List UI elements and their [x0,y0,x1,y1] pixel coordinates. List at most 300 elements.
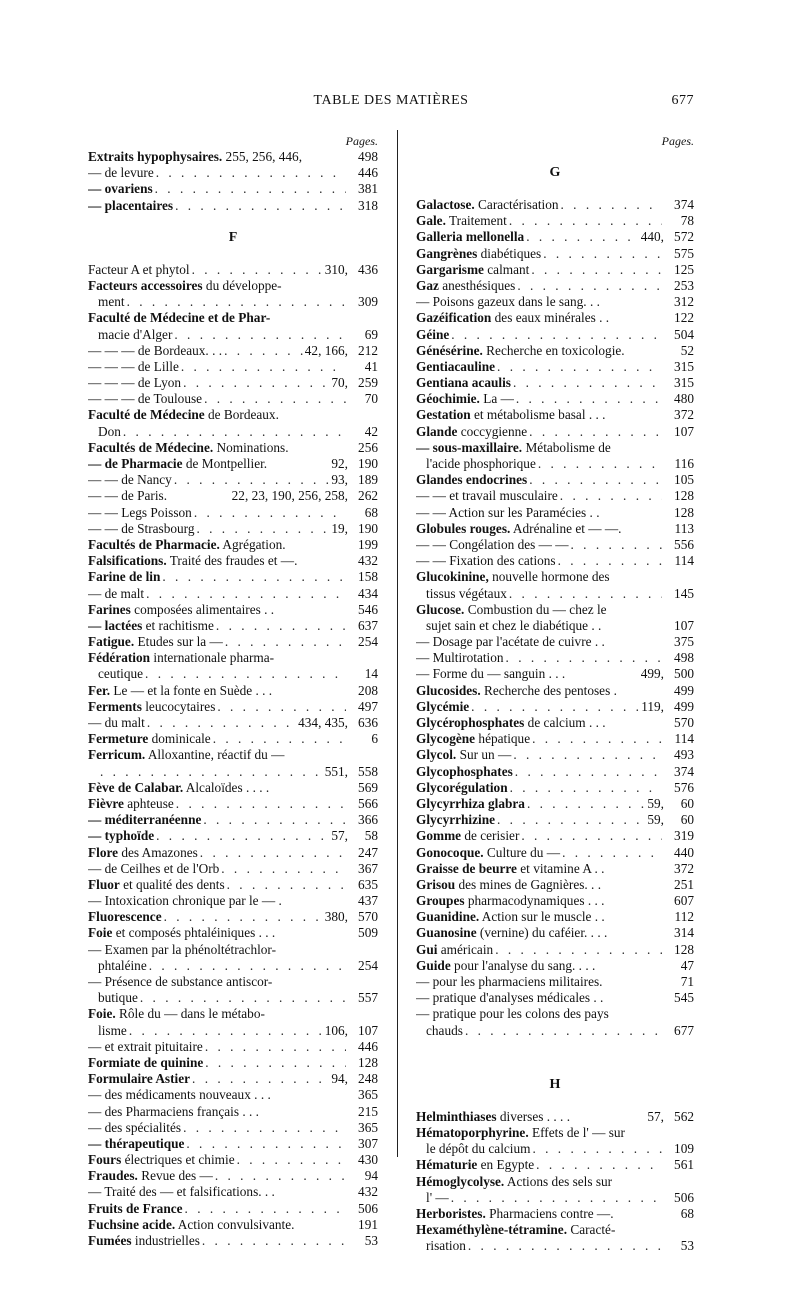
dot-leader [527,796,645,812]
entry-text [416,294,600,310]
entry-heading: Flore [88,844,119,860]
entry-heading: Hémoglycolyse. [416,1173,505,1189]
entry-heading: Glycyrrhiza glabra [416,795,525,811]
page-ref: 14 [364,666,378,682]
entry-text [416,197,559,213]
index-entry [416,1190,694,1206]
dot-leader [497,812,645,828]
page-ref: 307 [358,1135,378,1151]
entry-text [426,1190,449,1206]
entry-subtext: — Présence de substance antiscor- [88,974,273,989]
entry-subtext: sujet sain et chez le diabétique . . [426,617,602,633]
index-entry [88,407,378,423]
entry-heading: Gale. [416,213,446,229]
entry-heading: Facultés de Médecine. [88,439,214,455]
entry-text [416,488,558,504]
spacer [416,1061,694,1075]
page-ref: 190 [358,456,378,471]
entry-subtext: (vernine) du caféier. . . . [476,925,608,941]
entry-subtext: Caractérisation [474,197,559,212]
entry-subtext: phtaléine [98,957,147,973]
entry-text [88,942,276,958]
entry-text [416,715,606,731]
page-number: 677 [671,93,694,108]
entry-text [98,958,147,974]
entry-heading: Faculté de Médecine [88,407,205,423]
entry-text [416,1157,534,1173]
dot-leader [147,715,296,731]
dot-leader [216,618,346,634]
index-entry [416,990,694,1006]
page-refs: 59, [647,795,664,811]
entry-subtext: — — Fixation des cations [416,553,556,569]
entry-heading: Fève de Calabar. [88,779,184,795]
index-entry [88,424,378,440]
dot-leader [465,1023,662,1039]
index-entry [416,294,694,310]
dot-leader [516,391,662,407]
index-entry [416,958,694,974]
page-ref: 60 [680,812,694,828]
entry-subtext: en Egypte [477,1157,535,1173]
index-entry [416,586,694,602]
entry-subtext: Métabolisme de [522,439,611,455]
index-entry [88,1087,378,1103]
entry-subtext: leucocytaires [141,698,216,714]
index-entry [88,488,378,504]
entry-heading: Glycophosphates [416,763,513,779]
entry-text [416,343,625,359]
entry-heading: Glucose. [416,601,465,617]
page-ref: 113 [674,520,694,536]
page-ref: 315 [674,375,694,391]
page-ref: 112 [674,909,694,925]
entry-subtext: le dépôt du calcium [426,1141,531,1157]
page-ref: 191 [358,1216,378,1232]
page-refs: 440, [640,229,664,245]
entry-subtext: diabétiques [477,245,542,261]
dot-leader [192,262,323,278]
entry-heading: Fraudes. [88,1168,138,1184]
entry-text [416,699,469,715]
index-entry [88,375,378,391]
section-letter: H [549,1076,561,1092]
entry-heading: Glycorégulation [416,779,508,795]
entry-text [88,1184,275,1200]
entry-subtext: du développe- [202,277,282,293]
dot-leader [513,375,662,391]
page-refs: 499, [640,666,664,682]
entry-text [98,1023,127,1039]
page-ref: 562 [674,1108,694,1124]
page-ref: 607 [674,893,694,909]
entry-text [426,456,536,472]
entry-text [88,1071,190,1087]
entry-subtext: pharmacodynamiques . . . [464,893,605,909]
entry-heading: Groupes [416,893,465,909]
entry-text [88,747,284,763]
entry-subtext: Actions des sels sur [504,1173,613,1189]
dot-leader [225,634,346,650]
index-entry [88,715,378,731]
page-ref: 374 [674,763,694,779]
page-ref: 6 [371,731,378,747]
page-refs: 57, [647,1108,664,1124]
entry-heading: Helminthiases [416,1108,497,1124]
entry-text [416,229,524,245]
entry-subtext: ment [98,294,125,310]
entry-text [88,650,274,666]
page-ref: 247 [358,844,378,860]
index-entry [88,327,378,343]
entry-heading: Ferments [88,698,142,714]
dot-leader [533,1141,663,1157]
index-entry [88,1152,378,1168]
entry-heading: Graisse de beurre [416,860,517,876]
page-refs: 94, [331,1071,348,1087]
entry-heading: — méditerranéenne [88,812,202,828]
entry-text [416,521,621,537]
dot-leader [145,666,346,682]
page-ref: 53 [364,1233,378,1248]
entry-subtext: de Montpellier. [182,456,268,471]
index-entry [416,1006,694,1022]
right-column [416,133,694,1254]
page-refs: 19, [331,520,348,536]
entry-heading: Fluor [88,876,120,892]
entry-heading: Fièvre [88,795,124,811]
entry-text [416,990,603,1006]
entry-text [88,683,272,699]
entry-text [88,618,214,634]
page-ref: 432 [358,1184,378,1200]
entry-heading: Hexaméthylène-tétramine. [416,1222,568,1238]
page-ref: 545 [674,990,694,1006]
page-ref: 107 [674,423,694,439]
entry-text [416,375,511,391]
page-ref: 576 [674,779,694,795]
entry-text [88,343,222,359]
entry-heading: Glucosides. [416,682,481,698]
entry-subtext: Alcaloïdes . . . . [183,779,270,795]
entry-heading: Hématurie [416,1157,478,1173]
page-ref: 437 [358,893,378,909]
index-entry [88,1023,378,1039]
dot-leader [558,553,662,569]
index-entry [416,343,694,359]
index-entry [416,278,694,294]
index-entry [88,1201,378,1217]
dot-leader [521,828,662,844]
entry-text [98,990,138,1006]
entry-text [88,488,167,504]
index-entry [416,893,694,909]
index-entry [416,845,694,861]
entry-heading: Géochimie. [416,391,480,407]
entry-text [416,213,507,229]
index-entry [88,505,378,521]
entry-subtext: Etudes sur la — [134,634,223,650]
entry-subtext: risation [426,1238,466,1254]
entry-subtext: — Poisons gazeux dans le sang. . . [416,294,600,310]
entry-heading: Gestation [416,407,471,423]
index-entry [416,828,694,844]
entry-text [88,521,195,537]
entry-text [88,278,282,294]
index-entry [416,391,694,407]
index-entry [416,327,694,343]
entry-heading: Glycyrrhizine [416,812,496,828]
entry-heading: Gentiana acaulis [416,375,511,391]
dot-leader [561,197,662,213]
entry-text [416,666,565,682]
dot-leader [183,1120,346,1136]
entry-text [88,1120,181,1136]
entry-heading: — typhoïde [88,828,155,844]
entry-text [426,1238,466,1254]
page-ref: 677 [674,1022,694,1038]
dot-leader [176,796,346,812]
entry-text [88,1087,271,1103]
index-entry [88,1233,378,1249]
entry-subtext: — pratique pour les colons des pays [416,1006,609,1022]
entry-heading: Fours [88,1152,122,1168]
entry-subtext: — et extrait pituitaire [88,1038,203,1054]
page-ref: 436 [358,261,378,277]
entry-text [416,942,493,958]
page-ref: 506 [674,1189,694,1205]
index-entry [416,925,694,941]
entry-subtext: Sur un — [456,747,512,763]
index-entry [416,505,694,521]
entry-subtext: Action sur le muscle . . [479,909,605,925]
entry-subtext: Don [98,423,121,439]
page-ref: 145 [674,585,694,601]
dot-leader [509,213,662,229]
entry-heading: Gangrènes [416,245,478,261]
entry-subtext: Traité des fraudes et —. [166,553,298,569]
page-refs: 42, 166, [304,342,348,358]
index-entry [416,796,694,812]
page-ref: 499 [674,682,694,698]
page-ref: 199 [358,536,378,552]
entry-subtext: Action convulsivante. [175,1216,295,1232]
entry-heading: Fermeture [88,731,149,747]
dot-leader [571,537,662,553]
page-ref: 367 [358,860,378,876]
index-entry [88,569,378,585]
index-entry [88,1120,378,1136]
page-ref: 128 [358,1054,378,1070]
page-ref: 109 [674,1141,694,1157]
entry-subtext: — — Legs Poisson [88,504,192,520]
entry-text [88,845,198,861]
entry-subtext: Caracté- [567,1222,616,1238]
dot-leader [227,877,346,893]
dot-leader [194,505,346,521]
page-ref: 558 [358,763,378,779]
index-entry [88,310,378,326]
entry-subtext: électriques et chimie [121,1152,235,1168]
page-ref: 262 [358,488,378,504]
entry-text [416,262,529,278]
entry-text [88,828,154,844]
index-entry [88,958,378,974]
entry-heading: Farine de lin [88,569,161,585]
index-entry [416,521,694,537]
index-entry [88,586,378,602]
entry-text [88,1201,183,1217]
page-ref: 319 [674,828,694,844]
index-entry [88,391,378,407]
entry-heading: — sous-maxillaire. [416,439,523,455]
entry-subtext: Revue des — [137,1168,213,1184]
entry-text [88,505,192,521]
entry-text [98,424,121,440]
entry-text [416,1222,615,1238]
dot-leader [497,359,662,375]
entry-heading: Galactose. [416,197,475,212]
page-ref: 318 [358,197,378,213]
page-ref: 561 [674,1157,694,1173]
index-entry [88,747,378,763]
index-entry [416,618,694,634]
spacer [88,248,378,262]
page-ref: 42 [364,423,378,439]
entry-subtext: des eaux minérales . . [491,310,610,326]
dot-leader [510,780,662,796]
dot-leader [536,1157,662,1173]
entry-subtext: — du malt [88,715,145,730]
entry-subtext: Rôle du — dans le métabo- [115,1006,265,1022]
dot-leader [506,650,662,666]
page-ref: 430 [358,1152,378,1168]
page-ref: 215 [358,1103,378,1119]
entry-subtext: Alloxantine, réactif du — [145,747,285,763]
entry-text [88,181,153,197]
dot-leader [181,359,346,375]
entry-text [416,925,607,941]
entry-heading: Globules rouges. [416,520,511,536]
index-entry [88,666,378,682]
entry-subtext: chauds [426,1022,463,1038]
entry-subtext: — Multirotation [416,650,504,666]
dot-leader [156,165,346,181]
page-ref: 572 [674,229,694,245]
index-entry [88,650,378,666]
entry-heading: Ferricum. [88,747,146,763]
page-ref: 53 [680,1238,694,1254]
entry-text [88,861,219,877]
entry-subtext: La — [479,391,514,407]
dot-leader [495,942,662,958]
entry-subtext: — Examen par la phénoltétrachlor- [88,941,277,957]
dot-leader [224,343,303,359]
entry-subtext: — de levure [88,165,154,181]
entry-text [88,1055,203,1071]
page-ref: 506 [358,1200,378,1216]
dot-leader [155,181,346,197]
index-entry [416,310,694,326]
dot-leader [529,424,662,440]
entry-subtext: Le — et la fonte en Suède . . . [110,682,273,698]
entry-text [416,796,525,812]
page-ref: 434 [358,585,378,601]
entry-text [416,327,449,343]
entry-subtext: — — de Strasbourg [88,520,195,536]
entry-text [88,796,174,812]
entry-subtext: — — — de Bordeaux. . . [88,342,223,358]
dot-leader [174,472,330,488]
page-ref: 41 [364,358,378,374]
entry-subtext: — — et travail musculaire [416,488,558,504]
entry-subtext: Pharmaciens contre —. [485,1205,614,1221]
page-ref: 158 [358,569,378,585]
entry-text [416,246,541,262]
index-entry [416,553,694,569]
section-letter: G [549,165,561,180]
page-ref: 432 [358,553,378,569]
entry-heading: Fer. [88,682,111,698]
index-entry [88,602,378,618]
page-ref: 374 [674,197,694,212]
index-entry [416,650,694,666]
entry-heading: Faculté de Médecine et de Phar- [88,310,271,326]
page-refs: 57, [331,828,348,844]
index-entry [416,537,694,553]
entry-text [416,505,600,521]
page-ref: 259 [358,375,378,391]
entry-heading: Fumées [88,1233,132,1248]
index-entry [416,699,694,715]
dot-leader [204,391,346,407]
page-ref: 107 [674,617,694,633]
entry-subtext: de cerisier [461,828,520,844]
running-header [88,93,694,111]
page-ref: 440 [674,844,694,860]
spacer [88,214,378,228]
spacer [416,1095,694,1109]
dot-leader [203,812,346,828]
index-entry [88,731,378,747]
pages-label: Pages. [661,134,694,148]
index-entry [416,440,694,456]
index-entry [88,1055,378,1071]
entry-text [416,424,527,440]
index-entry [88,1039,378,1055]
page-ref: 309 [358,294,378,310]
page-ref: 570 [358,909,378,925]
page-refs: 93, [331,472,348,488]
page-ref: 70 [364,391,378,407]
index-entry [416,780,694,796]
dot-leader [164,909,323,925]
entry-subtext: — des médicaments nouveaux . . . [88,1087,271,1103]
page-refs: 380, [324,909,348,925]
page-refs: 70, [331,375,348,391]
entry-subtext: dominicale [148,731,211,747]
entry-subtext: Adrénaline et — —. [510,520,622,536]
entry-heading: Herboristes. [416,1205,486,1221]
entry-heading: Guanosine [416,925,477,941]
entry-subtext: aphteuse [123,795,174,811]
entry-heading: Guanidine. [416,909,480,925]
entry-subtext: hépatique [475,731,531,747]
index-entry [416,602,694,618]
dot-leader [140,990,346,1006]
dot-leader [202,1233,346,1249]
dot-leader [186,1136,346,1152]
